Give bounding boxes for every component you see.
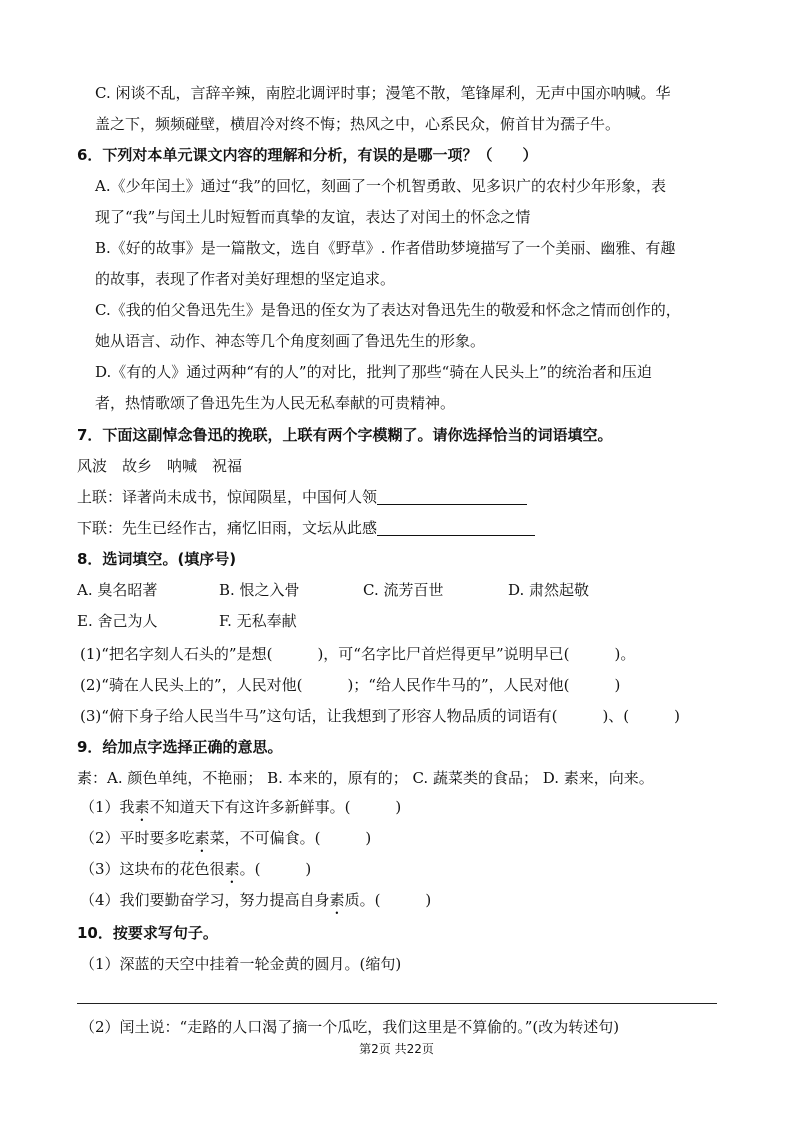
page-footer: 第2页 共22页	[359, 1042, 434, 1056]
q8-options-row1	[77, 580, 589, 600]
q9-s4-dotted-char: 素	[329, 891, 345, 909]
q8-option-d: D. 肃然起敬	[508, 581, 590, 599]
q9-s3-dotted-char: 素	[224, 860, 240, 878]
q7-word-bank: 风波 故乡 呐喊 祝福	[77, 457, 243, 475]
q6-option-a-line1: A.《少年闰土》通过“我”的回忆，刻画了一个机智勇敢、见多识广的农村少年形象，表	[95, 177, 666, 195]
q6-option-b-line2: 的故事，表现了作者对美好理想的坚定追求。	[95, 270, 396, 288]
q9-s3-pre: （3）这块布的花色很	[80, 860, 225, 878]
q7-lower-text: 下联：先生已经作古，痛忆旧雨，文坛从此感	[77, 519, 378, 537]
q8-sentence-3: (3)“俯下身子给人民当牛马”这句话，让我想到了形容人物品质的词语有( )、( )	[80, 707, 680, 725]
q9-s1-dotted-char: 素	[134, 798, 150, 816]
q6-option-b-line1: B.《好的故事》是一篇散文，选自《野草》. 作者借助梦境描写了一个美丽、幽雅、有趣	[95, 239, 676, 257]
q7-lower-blank[interactable]	[377, 519, 535, 536]
q8-option-f: F. 无私奉献	[219, 612, 297, 630]
q7-title: 7．下面这副悼念鲁迅的挽联，上联有两个字模糊了。请你选择恰当的词语填空。	[77, 426, 613, 444]
q5-option-c-line1: C. 闲谈不乱，言辞辛辣，南腔北调评时事；漫笔不散，笔锋犀利，无声中国亦呐喊。华	[95, 84, 671, 102]
q9-sentence-3	[80, 859, 311, 887]
q9-s2-pre: （2）平时要多吃	[80, 829, 195, 847]
q9-title: 9．给加点字选择正确的意思。	[77, 738, 283, 756]
q8-option-b: B. 恨之入骨	[219, 581, 300, 599]
q6-option-d-line2: 者，热情歌颂了鲁迅先生为人民无私奉献的可贵精神。	[95, 394, 456, 412]
q10-title: 10．按要求写句子。	[77, 924, 218, 942]
q9-s2-dotted-char: 素	[194, 829, 210, 847]
q6-option-a-line2: 现了“我”与闰土儿时短暂而真挚的友谊，表达了对闰土的怀念之情	[95, 208, 531, 226]
q9-s4-post: 质。( )	[344, 891, 432, 909]
q10-sentence-1: （1）深蓝的天空中挂着一轮金黄的圆月。(缩句)	[80, 955, 402, 973]
q9-s2-post: 菜，不可偏食。( )	[209, 829, 372, 847]
q9-s4-pre: （4）我们要勤奋学习，努力提高自身	[80, 891, 330, 909]
q6-option-c-line2: 她从语言、动作、神态等几个角度刻画了鲁迅先生的形象。	[95, 332, 486, 350]
q9-sentence-4	[80, 890, 431, 918]
q8-option-a: A. 臭名昭著	[77, 581, 158, 599]
q9-definitions: 素：A. 颜色单纯，不艳丽； B. 本来的，原有的； C. 蔬菜类的食品； D. 素来，向来。	[77, 769, 654, 787]
q7-upper-couplet	[77, 487, 527, 507]
q9-s1-post: 不知道天下有这许多新鲜事。( )	[149, 798, 402, 816]
q10-sentence-2: （2）闰土说：“走路的人口渴了摘一个瓜吃，我们这里是不算偷的。”(改为转述句)	[80, 1018, 620, 1036]
q9-sentence-1	[80, 797, 401, 825]
q7-upper-blank[interactable]	[377, 488, 527, 505]
q8-option-e: E. 舍己为人	[77, 612, 158, 630]
q5-option-c-line2: 盖之下，频频碰壁，横眉冷对终不悔；热风之中，心系民众，俯首甘为孺子牛。	[95, 115, 621, 133]
q8-sentence-2: (2)“骑在人民头上的”，人民对他( )；“给人民作牛马的”，人民对他( )	[80, 676, 621, 694]
q7-lower-couplet	[77, 518, 535, 538]
q6-option-d-line1: D.《有的人》通过两种“有的人”的对比，批判了那些“骑在人民头上”的统治者和压迫	[95, 363, 652, 381]
q8-options-row2	[77, 611, 297, 631]
q8-sentence-1: (1)“把名字刻人石头的”是想( )，可“名字比尸首烂得更早”说明早已( )。	[80, 645, 636, 663]
q7-upper-text: 上联：译著尚未成书，惊闻陨星，中国何人领	[77, 488, 378, 506]
q9-s3-post: 。( )	[239, 860, 312, 878]
q9-sentence-2	[80, 828, 371, 856]
q8-option-c: C. 流芳百世	[363, 581, 444, 599]
q9-s1-pre: （1）我	[80, 798, 135, 816]
q8-title: 8．选词填空。(填序号)	[77, 550, 237, 568]
q6-option-c-line1: C.《我的伯父鲁迅先生》是鲁迅的侄女为了表达对鲁迅先生的敬爱和怀念之情而创作的，	[95, 301, 681, 319]
q10-answer-line[interactable]	[77, 1003, 717, 1004]
q6-title: 6．下列对本单元课文内容的理解和分析，有误的是哪一项？（ ）	[77, 146, 538, 164]
